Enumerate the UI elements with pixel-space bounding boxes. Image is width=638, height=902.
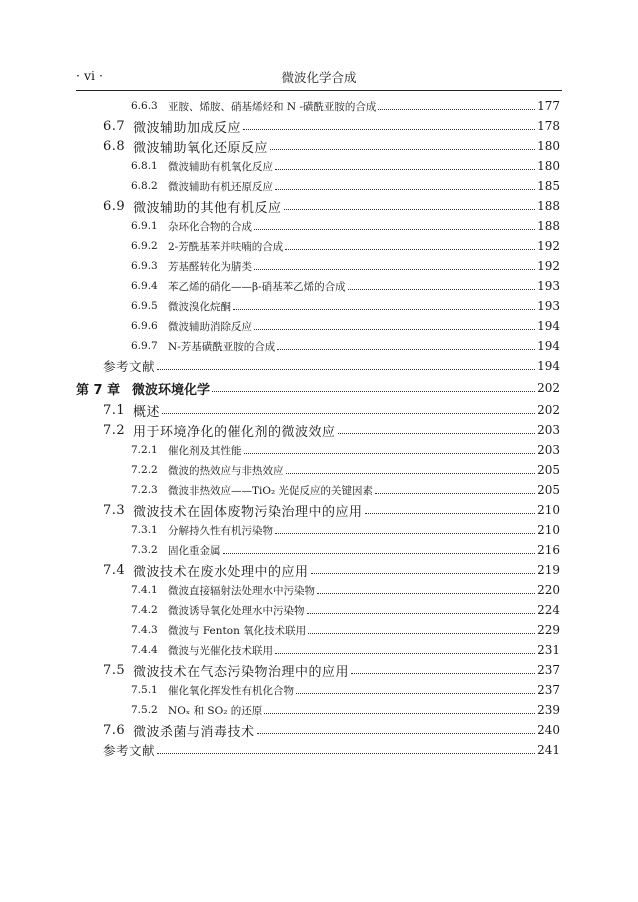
toc-page-number: 216 (537, 543, 560, 557)
toc-entry-title: 芳基醛转化为腈类 (168, 260, 252, 273)
toc-entry[interactable] (0, 480, 560, 500)
toc-entry-number: 7.3.1 (131, 524, 158, 536)
toc-entry-title: 概述 (133, 404, 161, 420)
dot-leader (284, 208, 536, 210)
toc-entry-title: 微波辅助的其他有机反应 (133, 200, 282, 216)
toc-entry[interactable] (0, 316, 560, 336)
toc-entry-title: 微波辅助有机氧化反应 (168, 160, 273, 173)
toc-entry-title: 微波技术在废水处理中的应用 (133, 564, 309, 580)
toc-page-number: 185 (537, 179, 560, 193)
dot-leader (157, 368, 535, 370)
toc-entry-number: 7.2 (103, 422, 126, 438)
dot-leader (348, 288, 535, 290)
toc-entry-number: 7.4.4 (131, 644, 158, 656)
toc-entry-title: 微波辅助氧化还原反应 (133, 140, 269, 156)
toc-entry[interactable] (0, 276, 560, 296)
toc-entry-title: 微波的热效应与非热效应 (168, 464, 284, 477)
toc-entry[interactable] (0, 680, 560, 700)
toc-entry[interactable] (0, 296, 560, 316)
toc-page-number: 239 (537, 703, 560, 717)
toc-page-number: 240 (537, 723, 560, 737)
toc-entry[interactable] (0, 540, 560, 560)
toc-entry-title: 微波技术在气态污染物治理中的应用 (133, 664, 350, 680)
toc-page-number: 202 (537, 403, 560, 417)
dot-leader (254, 228, 535, 230)
dot-leader (378, 108, 535, 110)
toc-entry[interactable] (0, 236, 560, 256)
toc-entry-number: 6.9.5 (131, 300, 158, 312)
toc-page-number: 180 (537, 139, 560, 153)
toc-page-number: 194 (537, 339, 560, 353)
toc-entry-title: 参考文献 (103, 359, 156, 374)
dot-leader (311, 572, 536, 574)
toc-page-number: 210 (537, 503, 560, 517)
toc-entry-number: 7.4.1 (131, 584, 158, 596)
toc-entry-number: 6.9 (103, 198, 126, 214)
toc-entry-title: 催化氧化挥发性有机化合物 (168, 684, 294, 697)
toc-entry[interactable] (0, 500, 560, 520)
toc-page-number: 210 (537, 523, 560, 537)
dot-leader (317, 592, 535, 594)
toc-entry-number: 6.8.1 (131, 160, 158, 172)
toc-entry-title: 微波环境化学 (132, 382, 211, 398)
toc-entry-number: 7.2.1 (131, 444, 158, 456)
toc-page-number: 188 (537, 219, 560, 233)
dot-leader (254, 268, 535, 270)
toc-entry-title: 微波与光催化技术联用 (168, 644, 273, 657)
dot-leader (243, 128, 535, 130)
dot-leader (277, 348, 535, 350)
toc-entry-title: 固化重金属 (168, 544, 221, 557)
toc-page-number: 231 (537, 643, 560, 657)
toc-entry-number: 7.3.2 (131, 544, 158, 556)
toc-entry-title: N-芳基磺酰亚胺的合成 (168, 340, 276, 353)
toc-entry-number: 7.4.2 (131, 604, 158, 616)
dot-leader (375, 492, 535, 494)
toc-page-number: 237 (537, 683, 560, 697)
toc-entry[interactable] (0, 580, 560, 600)
toc-entry-title: 分解持久性有机污染物 (168, 524, 273, 537)
toc-page-number: 203 (537, 423, 560, 437)
toc-entry-title: 2-芳酰基苯并呋喃的合成 (168, 240, 284, 253)
toc-page-number: 205 (537, 483, 560, 497)
toc-page-number: 237 (537, 663, 560, 677)
toc-entry-number: 7.1 (103, 402, 126, 418)
toc-entry[interactable] (0, 136, 560, 156)
toc-entry[interactable] (0, 216, 560, 236)
dot-leader (285, 248, 535, 250)
toc-chapter-entry[interactable] (0, 378, 560, 398)
toc-entry[interactable] (0, 116, 560, 136)
toc-entry-number: 7.3 (103, 502, 126, 518)
toc-entry[interactable] (0, 400, 560, 420)
toc-entry[interactable] (0, 460, 560, 480)
toc-entry-number: 7.4 (103, 562, 126, 578)
toc-entry-number: 6.7 (103, 118, 126, 134)
toc-entry-number: 6.9.2 (131, 240, 158, 252)
toc-entry-number: 6.9.6 (131, 320, 158, 332)
dot-leader (365, 512, 536, 514)
toc-entry[interactable] (0, 420, 560, 440)
toc-entry-number: 7.4.3 (131, 624, 158, 636)
toc-entry[interactable] (0, 336, 560, 356)
toc-entry-title: 催化剂及其性能 (168, 444, 242, 457)
toc-entry-number: 7.2.2 (131, 464, 158, 476)
toc-entry-title: 微波诱导氧化处理水中污染物 (168, 604, 305, 617)
dot-leader (296, 692, 535, 694)
toc-entry-number: 6.9.1 (131, 220, 158, 232)
toc-page-number: 203 (537, 443, 560, 457)
toc-entry-number: 7.5.2 (131, 704, 158, 716)
book-title: 微波化学合成 (281, 70, 357, 85)
dot-leader (275, 188, 535, 190)
dot-leader (212, 390, 535, 392)
toc-entry[interactable] (0, 96, 560, 116)
toc-entry-title: 苯乙烯的硝化——β-硝基苯乙烯的合成 (168, 280, 346, 293)
running-header (76, 64, 562, 86)
toc-entry-title: 微波直接辐射法处理水中污染物 (168, 584, 315, 597)
toc-entry-title: NOₓ 和 SO₂ 的还原 (168, 704, 263, 717)
toc-page-number: 194 (537, 319, 560, 333)
toc-references-entry[interactable] (0, 356, 560, 376)
toc-page-number: 192 (537, 259, 560, 273)
toc-entry[interactable] (0, 620, 560, 640)
toc-page-number: 224 (537, 603, 560, 617)
toc-entry[interactable] (0, 660, 560, 680)
toc-entry-title: 微波非热效应——TiO₂ 光促反应的关键因素 (168, 484, 374, 497)
toc-entry-title: 参考文献 (103, 743, 156, 758)
dot-leader (338, 432, 536, 434)
toc-entry[interactable] (0, 196, 560, 216)
toc-page-number: 205 (537, 463, 560, 477)
toc-references-entry[interactable] (0, 740, 560, 760)
toc-entry[interactable] (0, 560, 560, 580)
toc-entry[interactable] (0, 640, 560, 660)
toc-entry-number: 6.9.3 (131, 260, 158, 272)
dot-leader (223, 552, 536, 554)
header-rule (76, 90, 562, 91)
toc-entry[interactable] (0, 256, 560, 276)
toc-page-number: 194 (537, 359, 560, 373)
dot-leader (286, 472, 536, 474)
dot-leader (264, 712, 535, 714)
toc-entry-title: 杂环化合物的合成 (168, 220, 252, 233)
toc-entry-title: 微波辅助加成反应 (133, 120, 242, 136)
dot-leader (307, 612, 536, 614)
dot-leader (254, 328, 535, 330)
toc-entry-number: 6.6.3 (131, 100, 158, 112)
toc-page-number: 192 (537, 239, 560, 253)
page-number: · vi · (76, 68, 103, 83)
toc-page-number: 177 (537, 99, 560, 113)
toc-entry[interactable] (0, 700, 560, 720)
dot-leader (275, 652, 535, 654)
dot-leader (275, 532, 535, 534)
toc-entry-number: 6.9.4 (131, 280, 158, 292)
toc-entry-number: 6.9.7 (131, 340, 158, 352)
dot-leader (270, 148, 535, 150)
toc-entry-title: 微波与 Fenton 氧化技术联用 (168, 624, 307, 637)
dot-leader (233, 308, 535, 310)
toc-entry-number: 7.2.3 (131, 484, 158, 496)
toc-entry-title: 微波杀菌与消毒技术 (133, 724, 255, 740)
toc-entry[interactable] (0, 600, 560, 620)
dot-leader (244, 452, 536, 454)
dot-leader (157, 752, 535, 754)
toc-entry-number: 第 7 章 (76, 382, 121, 398)
toc-page-number: 220 (537, 583, 560, 597)
toc-page-number: 188 (537, 199, 560, 213)
toc-entry-number: 6.8.2 (131, 180, 158, 192)
dot-leader (275, 168, 535, 170)
toc-entry-title: 微波技术在固体废物污染治理中的应用 (133, 504, 363, 520)
toc-entry-number: 7.5 (103, 662, 126, 678)
toc-entry-title: 亚胺、烯胺、硝基烯烃和 N -磺酰亚胺的合成 (168, 100, 377, 113)
toc-page-number: 180 (537, 159, 560, 173)
toc-entry-title: 微波溴化烷酮 (168, 300, 231, 313)
dot-leader (308, 632, 535, 634)
toc-page-number: 193 (537, 279, 560, 293)
toc-entry[interactable] (0, 176, 560, 196)
toc-entry[interactable] (0, 156, 560, 176)
toc-entry-title: 微波辅助消除反应 (168, 320, 252, 333)
toc-page-number: 241 (537, 743, 560, 757)
toc-page-number: 202 (537, 381, 560, 395)
toc-entry-number: 7.5.1 (131, 684, 158, 696)
toc-page-number: 229 (537, 623, 560, 637)
toc-entry-title: 微波辅助有机还原反应 (168, 180, 273, 193)
toc-page-number: 219 (537, 563, 560, 577)
dot-leader (351, 672, 535, 674)
toc-entry-number: 6.8 (103, 138, 126, 154)
toc-entry-number: 7.6 (103, 722, 126, 738)
dot-leader (257, 732, 536, 734)
toc-entry[interactable] (0, 440, 560, 460)
toc-entry-title: 用于环境净化的催化剂的微波效应 (133, 424, 336, 440)
toc-page-number: 178 (537, 119, 560, 133)
toc-entry[interactable] (0, 520, 560, 540)
dot-leader (162, 412, 535, 414)
toc-entry[interactable] (0, 720, 560, 740)
toc-page-number: 193 (537, 299, 560, 313)
